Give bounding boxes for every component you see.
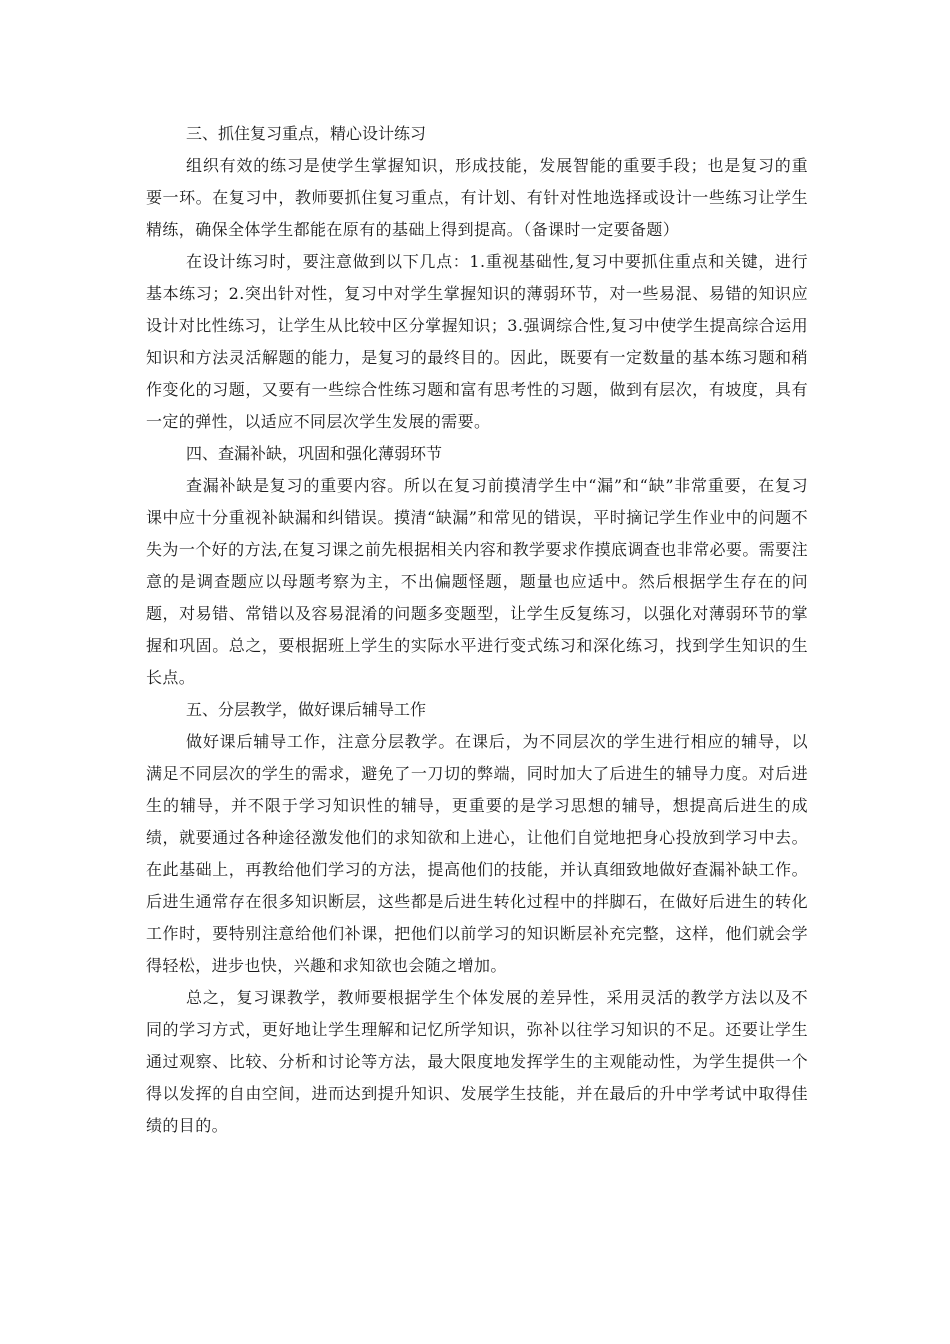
document-page: [146, 118, 808, 1142]
body-paragraph: 查漏补缺是复习的重要内容。所以在复习前摸清学生中“漏”和“缺”非常重要，在复习课中应十分重视补缺漏和纠错误。摸清“缺漏”和常见的错误，平时摘记学生作业中的问题不失为一个好的方法,在复习课之前先根据相关内容和教学要求作摸底调查也非常必要。需要注意的是调查题应以母题考察为主，不出偏题怪题，题量也应适中。然后根据学生存在的问题，对易错、常错以及容易混淆的问题多变题型，让学生反复练习，以强化对薄弱环节的掌握和巩固。总之，要根据班上学生的实际水平进行变式练习和深化练习，找到学生知识的生长点。: [146, 476, 808, 687]
section-heading: 三、抓住复习重点，精心设计练习: [186, 124, 427, 143]
body-paragraph: 在设计练习时，要注意做到以下几点：1.重视基础性,复习中要抓住重点和关键，进行基本练习；2.突出针对性，复习中对学生掌握知识的薄弱环节，对一些易混、易错的知识应设计对比性练习，让学生从比较中区分掌握知识；3.强调综合性,复习中使学生提高综合运用知识和方法灵活解题的能力，是复习的最终目的。因此，既要有一定数量的基本练习题和稍作变化的习题，又要有一些综合性练习题和富有思考性的习题，做到有层次，有坡度，具有一定的弹性，以适应不同层次学生发展的需要。: [146, 252, 808, 431]
body-paragraph: 做好课后辅导工作，注意分层教学。在课后，为不同层次的学生进行相应的辅导，以满足不同层次的学生的需求，避免了一刀切的弊端，同时加大了后进生的辅导力度。对后进生的辅导，并不限于学习知识性的辅导，更重要的是学习思想的辅导，想提高后进生的成绩，就要通过各种途径激发他们的求知欲和上进心，让他们自觉地把身心投放到学习中去。在此基础上，再教给他们学习的方法，提高他们的技能，并认真细致地做好查漏补缺工作。后进生通常存在很多知识断层，这些都是后进生转化过程中的拌脚石，在做好后进生的转化工作时，要特别注意给他们补课，把他们以前学习的知识断层补充完整，这样，他们就会学得轻松，进步也快，兴趣和求知欲也会随之增加。: [146, 732, 808, 975]
body-paragraph: 总之，复习课教学，教师要根据学生个体发展的差异性，采用灵活的教学方法以及不同的学习方式，更好地让学生理解和记忆所学知识，弥补以往学习知识的不足。还要让学生通过观察、比较、分析和讨论等方法，最大限度地发挥学生的主观能动性，为学生提供一个得以发挥的自由空间，进而达到提升知识、发展学生技能，并在最后的升中学考试中取得佳绩的目的。: [146, 988, 808, 1135]
body-paragraph: 组织有效的练习是使学生掌握知识，形成技能，发展智能的重要手段；也是复习的重要一环。在复习中，教师要抓住复习重点，有计划、有针对性地选择或设计一些练习让学生精练，确保全体学生都能在原有的基础上得到提高。（备课时一定要备题）: [146, 156, 808, 239]
section-heading: 四、查漏补缺，巩固和强化薄弱环节: [186, 444, 443, 463]
section-heading: 五、分层教学，做好课后辅导工作: [186, 700, 427, 719]
